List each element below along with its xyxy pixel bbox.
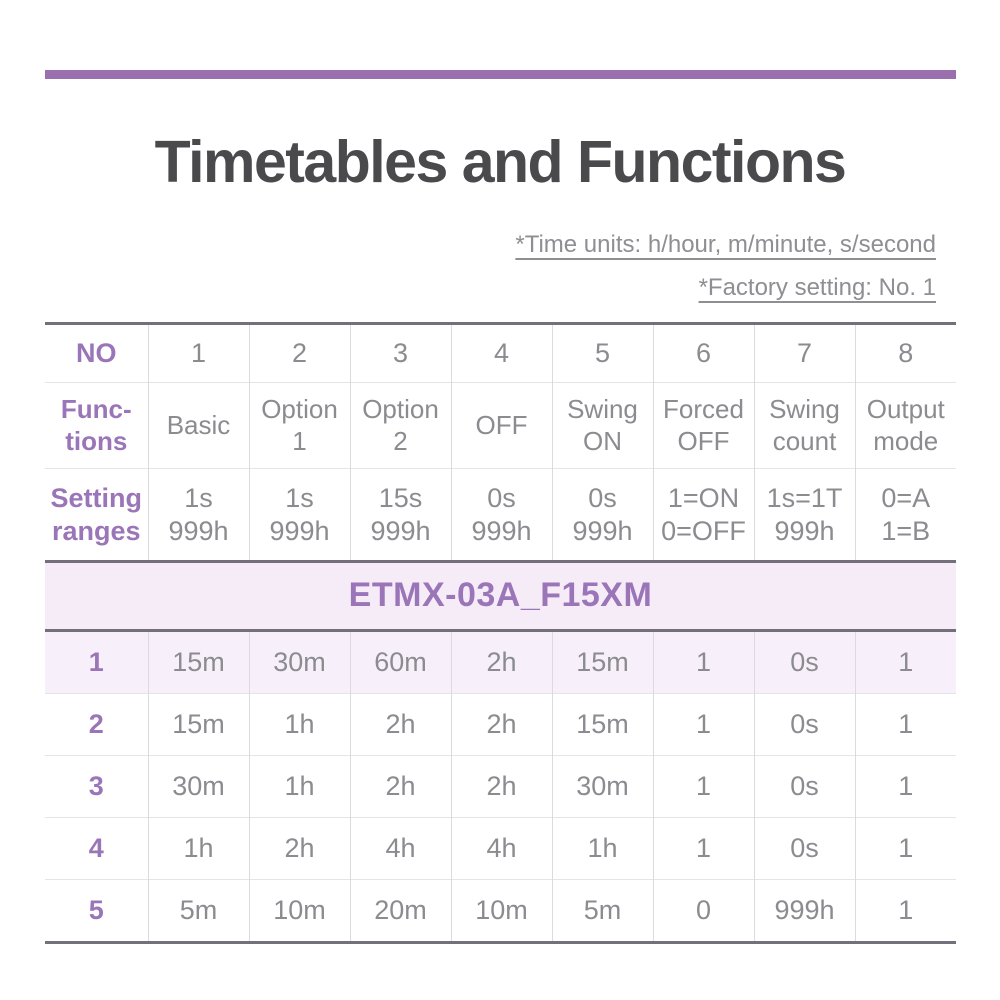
timetable-row-number-cell: 2 xyxy=(45,694,148,756)
spec-table xyxy=(45,322,956,944)
column-number-cell: 1 xyxy=(148,324,249,383)
timetable-value-cell: 20m xyxy=(350,880,451,943)
function-cell: Swing count xyxy=(754,383,855,469)
column-header-row xyxy=(45,324,956,383)
notes-block xyxy=(515,230,936,316)
timetable-row-number-cell: 4 xyxy=(45,818,148,880)
timetable-value-cell: 2h xyxy=(350,694,451,756)
timetable-value-cell: 1 xyxy=(855,818,956,880)
timetable-row xyxy=(45,694,956,756)
setting-range-cell: 0=A 1=B xyxy=(855,469,956,562)
timetable-value-cell: 0s xyxy=(754,631,855,694)
column-number-cell: 8 xyxy=(855,324,956,383)
timetable-row xyxy=(45,818,956,880)
timetable-row xyxy=(45,631,956,694)
timetable-value-cell: 1 xyxy=(855,756,956,818)
function-cell: Option 2 xyxy=(350,383,451,469)
timetable-value-cell: 60m xyxy=(350,631,451,694)
timetable-value-cell: 1h xyxy=(148,818,249,880)
function-cell: Output mode xyxy=(855,383,956,469)
setting-range-cell: 1s 999h xyxy=(148,469,249,562)
page-title: Timetables and Functions xyxy=(154,129,846,195)
timetable-value-cell: 1h xyxy=(249,694,350,756)
timetable-value-cell: 30m xyxy=(148,756,249,818)
timetable-value-cell: 1 xyxy=(855,631,956,694)
function-cell: Basic xyxy=(148,383,249,469)
function-cell: Swing ON xyxy=(552,383,653,469)
timetable-value-cell: 30m xyxy=(552,756,653,818)
timetable-value-cell: 1 xyxy=(653,631,754,694)
note-time-units: *Time units: h/hour, m/minute, s/second xyxy=(515,231,936,258)
setting-range-cell: 1=ON 0=OFF xyxy=(653,469,754,562)
column-number-cell: 7 xyxy=(754,324,855,383)
timetable-value-cell: 10m xyxy=(451,880,552,943)
timetable-value-cell: 4h xyxy=(350,818,451,880)
timetable-value-cell: 1 xyxy=(653,756,754,818)
timetable-value-cell: 2h xyxy=(451,694,552,756)
timetable-value-cell: 0s xyxy=(754,694,855,756)
functions-label-cell: Func- tions xyxy=(45,383,148,469)
column-number-cell: 6 xyxy=(653,324,754,383)
model-header-cell: ETMX-03A_F15XM xyxy=(45,562,956,631)
timetable-value-cell: 30m xyxy=(249,631,350,694)
timetable-value-cell: 15m xyxy=(148,694,249,756)
setting-range-cell: 0s 999h xyxy=(451,469,552,562)
timetable-value-cell: 999h xyxy=(754,880,855,943)
column-number-cell: 3 xyxy=(350,324,451,383)
timetable-row-number-cell: 1 xyxy=(45,631,148,694)
timetable-value-cell: 0s xyxy=(754,756,855,818)
timetable-value-cell: 15m xyxy=(552,694,653,756)
column-number-cell: 5 xyxy=(552,324,653,383)
function-cell: OFF xyxy=(451,383,552,469)
timetable-value-cell: 0s xyxy=(754,818,855,880)
column-number-cell: 4 xyxy=(451,324,552,383)
timetable-value-cell: 15m xyxy=(148,631,249,694)
timetable-value-cell: 2h xyxy=(249,818,350,880)
timetable-value-cell: 5m xyxy=(148,880,249,943)
timetable-value-cell: 1 xyxy=(653,694,754,756)
timetable-value-cell: 1 xyxy=(855,880,956,943)
column-number-cell: 2 xyxy=(249,324,350,383)
timetable-row xyxy=(45,756,956,818)
timetable-value-cell: 1 xyxy=(855,694,956,756)
setting-range-cell: 0s 999h xyxy=(552,469,653,562)
timetable-value-cell: 1h xyxy=(249,756,350,818)
setting-range-cell: 1s 999h xyxy=(249,469,350,562)
timetable-value-cell: 2h xyxy=(451,756,552,818)
note-factory-setting: *Factory setting: No. 1 xyxy=(698,274,936,301)
setting-range-cell: 15s 999h xyxy=(350,469,451,562)
timetable-value-cell: 4h xyxy=(451,818,552,880)
setting-ranges-label-cell: Setting ranges xyxy=(45,469,148,562)
model-header-row xyxy=(45,562,956,631)
accent-bar xyxy=(45,70,956,79)
timetable-value-cell: 2h xyxy=(451,631,552,694)
setting-range-cell: 1s=1T 999h xyxy=(754,469,855,562)
timetable-value-cell: 1 xyxy=(653,818,754,880)
no-header-cell: NO xyxy=(76,338,117,369)
timetable-value-cell: 5m xyxy=(552,880,653,943)
timetable-value-cell: 0 xyxy=(653,880,754,943)
timetable-row-number-cell: 3 xyxy=(45,756,148,818)
functions-row xyxy=(45,383,956,469)
function-cell: Option 1 xyxy=(249,383,350,469)
timetable-row xyxy=(45,880,956,943)
setting-ranges-row xyxy=(45,469,956,562)
timetable-value-cell: 2h xyxy=(350,756,451,818)
timetable-row-number-cell: 5 xyxy=(45,880,148,943)
timetable-value-cell: 10m xyxy=(249,880,350,943)
timetable-value-cell: 1h xyxy=(552,818,653,880)
function-cell: Forced OFF xyxy=(653,383,754,469)
timetable-value-cell: 15m xyxy=(552,631,653,694)
